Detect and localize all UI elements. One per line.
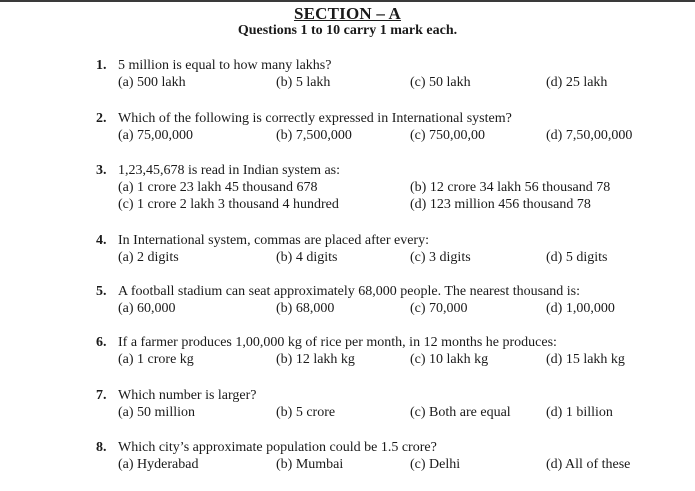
option-d: (d) All of these (546, 457, 631, 472)
option-b: (b) 68,000 (276, 301, 335, 316)
question-text: In International system, commas are placed after every: (118, 233, 429, 248)
question-text: Which number is larger? (118, 388, 257, 403)
question-text: 5 million is equal to how many lakhs? (118, 58, 332, 73)
option-d: (d) 7,50,00,000 (546, 128, 633, 143)
option-c: (c) Delhi (410, 457, 461, 472)
option-a: (a) 1 crore 23 lakh 45 thousand 678 (118, 180, 318, 195)
question-number: 3. (96, 163, 107, 178)
question-text: If a farmer produces 1,00,000 kg of rice per month, in 12 months he produces: (118, 335, 557, 350)
option-d: (d) 1,00,000 (546, 301, 615, 316)
question-number: 4. (96, 233, 107, 248)
option-a: (a) 60,000 (118, 301, 176, 316)
option-c: (c) Both are equal (410, 405, 511, 420)
top-border (0, 0, 695, 2)
question-text: Which city’s approximate population could be 1.5 crore? (118, 440, 437, 455)
option-c: (c) 750,00,00 (410, 128, 486, 143)
question-text: Which of the following is correctly expressed in International system? (118, 111, 512, 126)
option-a: (a) 1 crore kg (118, 352, 194, 367)
option-d: (d) 123 million 456 thousand 78 (410, 197, 591, 212)
option-b: (b) 7,500,000 (276, 128, 352, 143)
option-c: (c) 3 digits (410, 250, 471, 265)
section-subtitle: Questions 1 to 10 carry 1 mark each. (237, 23, 458, 38)
option-c: (c) 70,000 (410, 301, 468, 316)
option-b: (b) Mumbai (276, 457, 344, 472)
option-b: (b) 4 digits (276, 250, 338, 265)
question-number: 5. (96, 284, 107, 299)
option-d: (d) 5 digits (546, 250, 608, 265)
question-number: 8. (96, 440, 107, 455)
option-b: (b) 5 crore (276, 405, 336, 420)
option-a: (a) 75,00,000 (118, 128, 194, 143)
option-a: (a) 50 million (118, 405, 195, 420)
option-b: (b) 12 lakh kg (276, 352, 355, 367)
option-d: (d) 15 lakh kg (546, 352, 625, 367)
option-d: (d) 25 lakh (546, 75, 608, 90)
section-title: SECTION – A (293, 4, 402, 23)
question-text: A football stadium can seat approximately 68,000 people. The nearest thousand is: (118, 284, 581, 299)
option-a: (a) 500 lakh (118, 75, 186, 90)
option-d: (d) 1 billion (546, 405, 613, 420)
option-c: (c) 1 crore 2 lakh 3 thousand 4 hundred (118, 197, 339, 212)
option-c: (c) 50 lakh (410, 75, 471, 90)
option-a: (a) Hyderabad (118, 457, 199, 472)
option-c: (c) 10 lakh kg (410, 352, 489, 367)
question-number: 7. (96, 388, 107, 403)
option-a: (a) 2 digits (118, 250, 179, 265)
question-number: 6. (96, 335, 107, 350)
question-text: 1,23,45,678 is read in Indian system as: (118, 163, 341, 178)
option-b: (b) 12 crore 34 lakh 56 thousand 78 (410, 180, 611, 195)
question-number: 1. (96, 58, 107, 73)
question-number: 2. (96, 111, 107, 126)
option-b: (b) 5 lakh (276, 75, 331, 90)
